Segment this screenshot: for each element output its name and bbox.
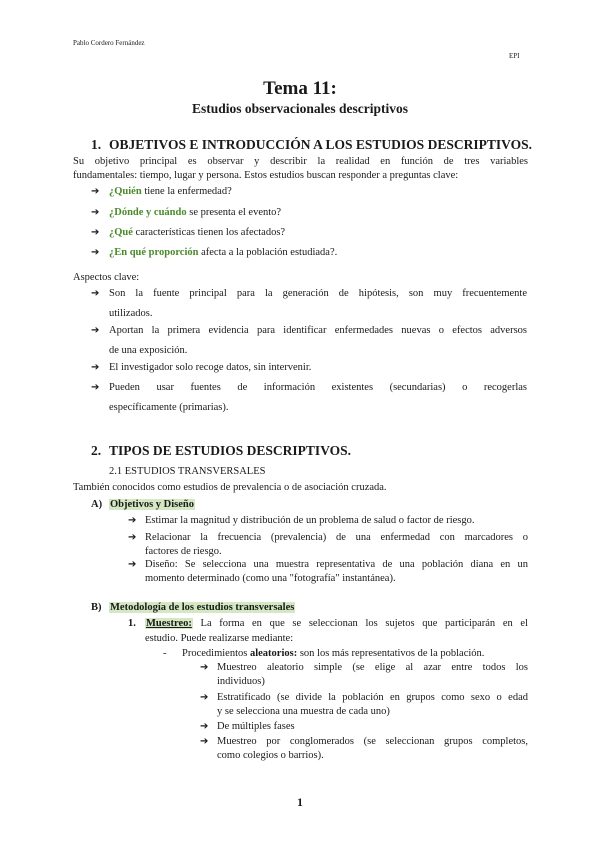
- author-name: Pablo Cordero Fernández: [73, 39, 145, 47]
- aspect-line: de una exposición.: [109, 345, 188, 356]
- step-key: Muestreo:: [146, 618, 192, 629]
- partA-line: Estimar la magnitud y distribución de un problema de salud o factor de riesgo.: [145, 515, 475, 526]
- partA-line: factores de riesgo.: [145, 546, 222, 557]
- partB-label: B): [91, 602, 102, 613]
- section1-number: 1.: [91, 137, 102, 152]
- list-item: [91, 287, 527, 321]
- arrow-icon: ➔: [200, 736, 209, 747]
- partA-line: Diseño: Se selecciona una muestra representativa de una población diana en un: [145, 559, 528, 570]
- method-line: Estratificado (se divide la población en grupos como sexo o edad: [217, 692, 528, 703]
- question-text: características tienen los afectados?: [132, 227, 286, 238]
- procedures-key: aleatorios:: [249, 648, 298, 659]
- partA-label: A): [91, 499, 103, 510]
- partB-title: Metodología de los estudios transversales: [110, 602, 295, 613]
- method-line: De múltiples fases: [217, 721, 295, 732]
- procedures-text: Procedimientos: [182, 648, 250, 659]
- question-text: tiene la enfermedad?: [141, 186, 232, 197]
- question-text: afecta a la población estudiada?.: [198, 247, 338, 258]
- section1-heading: OBJETIVOS E INTRODUCCIÓN A LOS ESTUDIOS DESCRIPTIVOS.: [109, 137, 532, 152]
- list-item: [128, 531, 528, 559]
- arrow-icon: ➔: [200, 662, 209, 673]
- method-line: Muestreo por conglomerados (se seleccionan grupos completos,: [217, 736, 528, 747]
- arrow-icon: ➔: [200, 692, 209, 703]
- list-item: [200, 720, 528, 734]
- arrow-icon: ➔: [128, 515, 137, 526]
- arrow-icon: ➔: [200, 721, 209, 732]
- section2-intro: También conocidos como estudios de prevalencia o de asociación cruzada.: [73, 482, 387, 493]
- step-line-2: estudio. Puede realizarse mediante:: [145, 633, 294, 644]
- section1-intro-line2: fundamentales: tiempo, lugar y persona. Estos estudios buscan responder a preguntas clave:: [73, 170, 459, 181]
- list-item: [200, 735, 528, 763]
- dash-bullet: -: [163, 648, 167, 659]
- list-item: [91, 361, 527, 375]
- question-key: ¿Quién: [109, 186, 142, 197]
- page-title: Tema 11:: [263, 78, 337, 99]
- list-item: [91, 206, 531, 220]
- partA-title: Objetivos y Diseño: [110, 499, 194, 510]
- list-item: [91, 324, 527, 358]
- list-item: [200, 661, 528, 689]
- list-item: [91, 226, 531, 240]
- question-text: se presenta el evento?: [186, 207, 282, 218]
- list-item: [91, 381, 527, 415]
- arrow-icon: ➔: [91, 186, 100, 197]
- subsection-heading: 2.1 ESTUDIOS TRANSVERSALES: [109, 466, 266, 477]
- arrow-icon: ➔: [128, 532, 137, 543]
- aspect-line: Son la fuente principal para la generación de hipótesis, son muy frecuentemente: [109, 288, 527, 299]
- section2-heading: TIPOS DE ESTUDIOS DESCRIPTIVOS.: [109, 443, 352, 458]
- procedures-line: [182, 647, 484, 661]
- question-key: ¿En qué proporción: [109, 247, 199, 258]
- aspects-label: Aspectos clave:: [73, 272, 140, 283]
- question-key: ¿Qué: [109, 227, 133, 238]
- arrow-icon: ➔: [91, 382, 100, 393]
- aspect-line: específicamente (primarias).: [109, 402, 229, 413]
- step-line: [145, 617, 528, 631]
- method-line: como colegios o barrios).: [217, 750, 324, 761]
- list-item: [128, 514, 528, 528]
- aspect-line: Pueden usar fuentes de información existentes (secundarias) o recogerlas: [109, 382, 527, 393]
- aspect-line: utilizados.: [109, 308, 153, 319]
- aspect-line: Aportan la primera evidencia para identificar enfermedades nuevas o efectos adversos: [109, 325, 527, 336]
- arrow-icon: ➔: [91, 207, 100, 218]
- arrow-icon: ➔: [91, 325, 100, 336]
- arrow-icon: ➔: [91, 227, 100, 238]
- page-number: 1: [297, 795, 303, 809]
- section2-number: 2.: [91, 443, 102, 458]
- partA-line: Relacionar la frecuencia (prevalencia) de una enfermedad con marcadores o: [145, 532, 528, 543]
- course-code: EPI: [509, 52, 520, 60]
- page-subtitle: Estudios observacionales descriptivos: [191, 101, 408, 116]
- list-item: [91, 246, 531, 260]
- aspect-line: El investigador solo recoge datos, sin intervenir.: [109, 362, 312, 373]
- procedures-rest: son los más representativos de la población.: [297, 648, 485, 659]
- method-line: individuos): [217, 676, 265, 687]
- arrow-icon: ➔: [91, 362, 100, 373]
- question-key: ¿Dónde y cuándo: [109, 207, 187, 218]
- step-number: 1.: [128, 618, 136, 629]
- arrow-icon: ➔: [128, 559, 137, 570]
- list-item: [200, 691, 528, 719]
- arrow-icon: ➔: [91, 247, 100, 258]
- method-line: Muestreo aleatorio simple (se elige al azar entre todos los: [217, 662, 528, 673]
- partA-line: momento determinado (como una "fotografía" instantánea).: [145, 573, 396, 584]
- step-text: La forma en que se seleccionan los sujetos que participarán en el: [192, 618, 528, 629]
- section1-intro-line1: Su objetivo principal es observar y describir la realidad en función de tres variables: [73, 156, 528, 167]
- list-item: [128, 558, 528, 586]
- list-item: [91, 185, 531, 199]
- method-line: y se selecciona una muestra de cada uno): [217, 706, 390, 717]
- arrow-icon: ➔: [91, 288, 100, 299]
